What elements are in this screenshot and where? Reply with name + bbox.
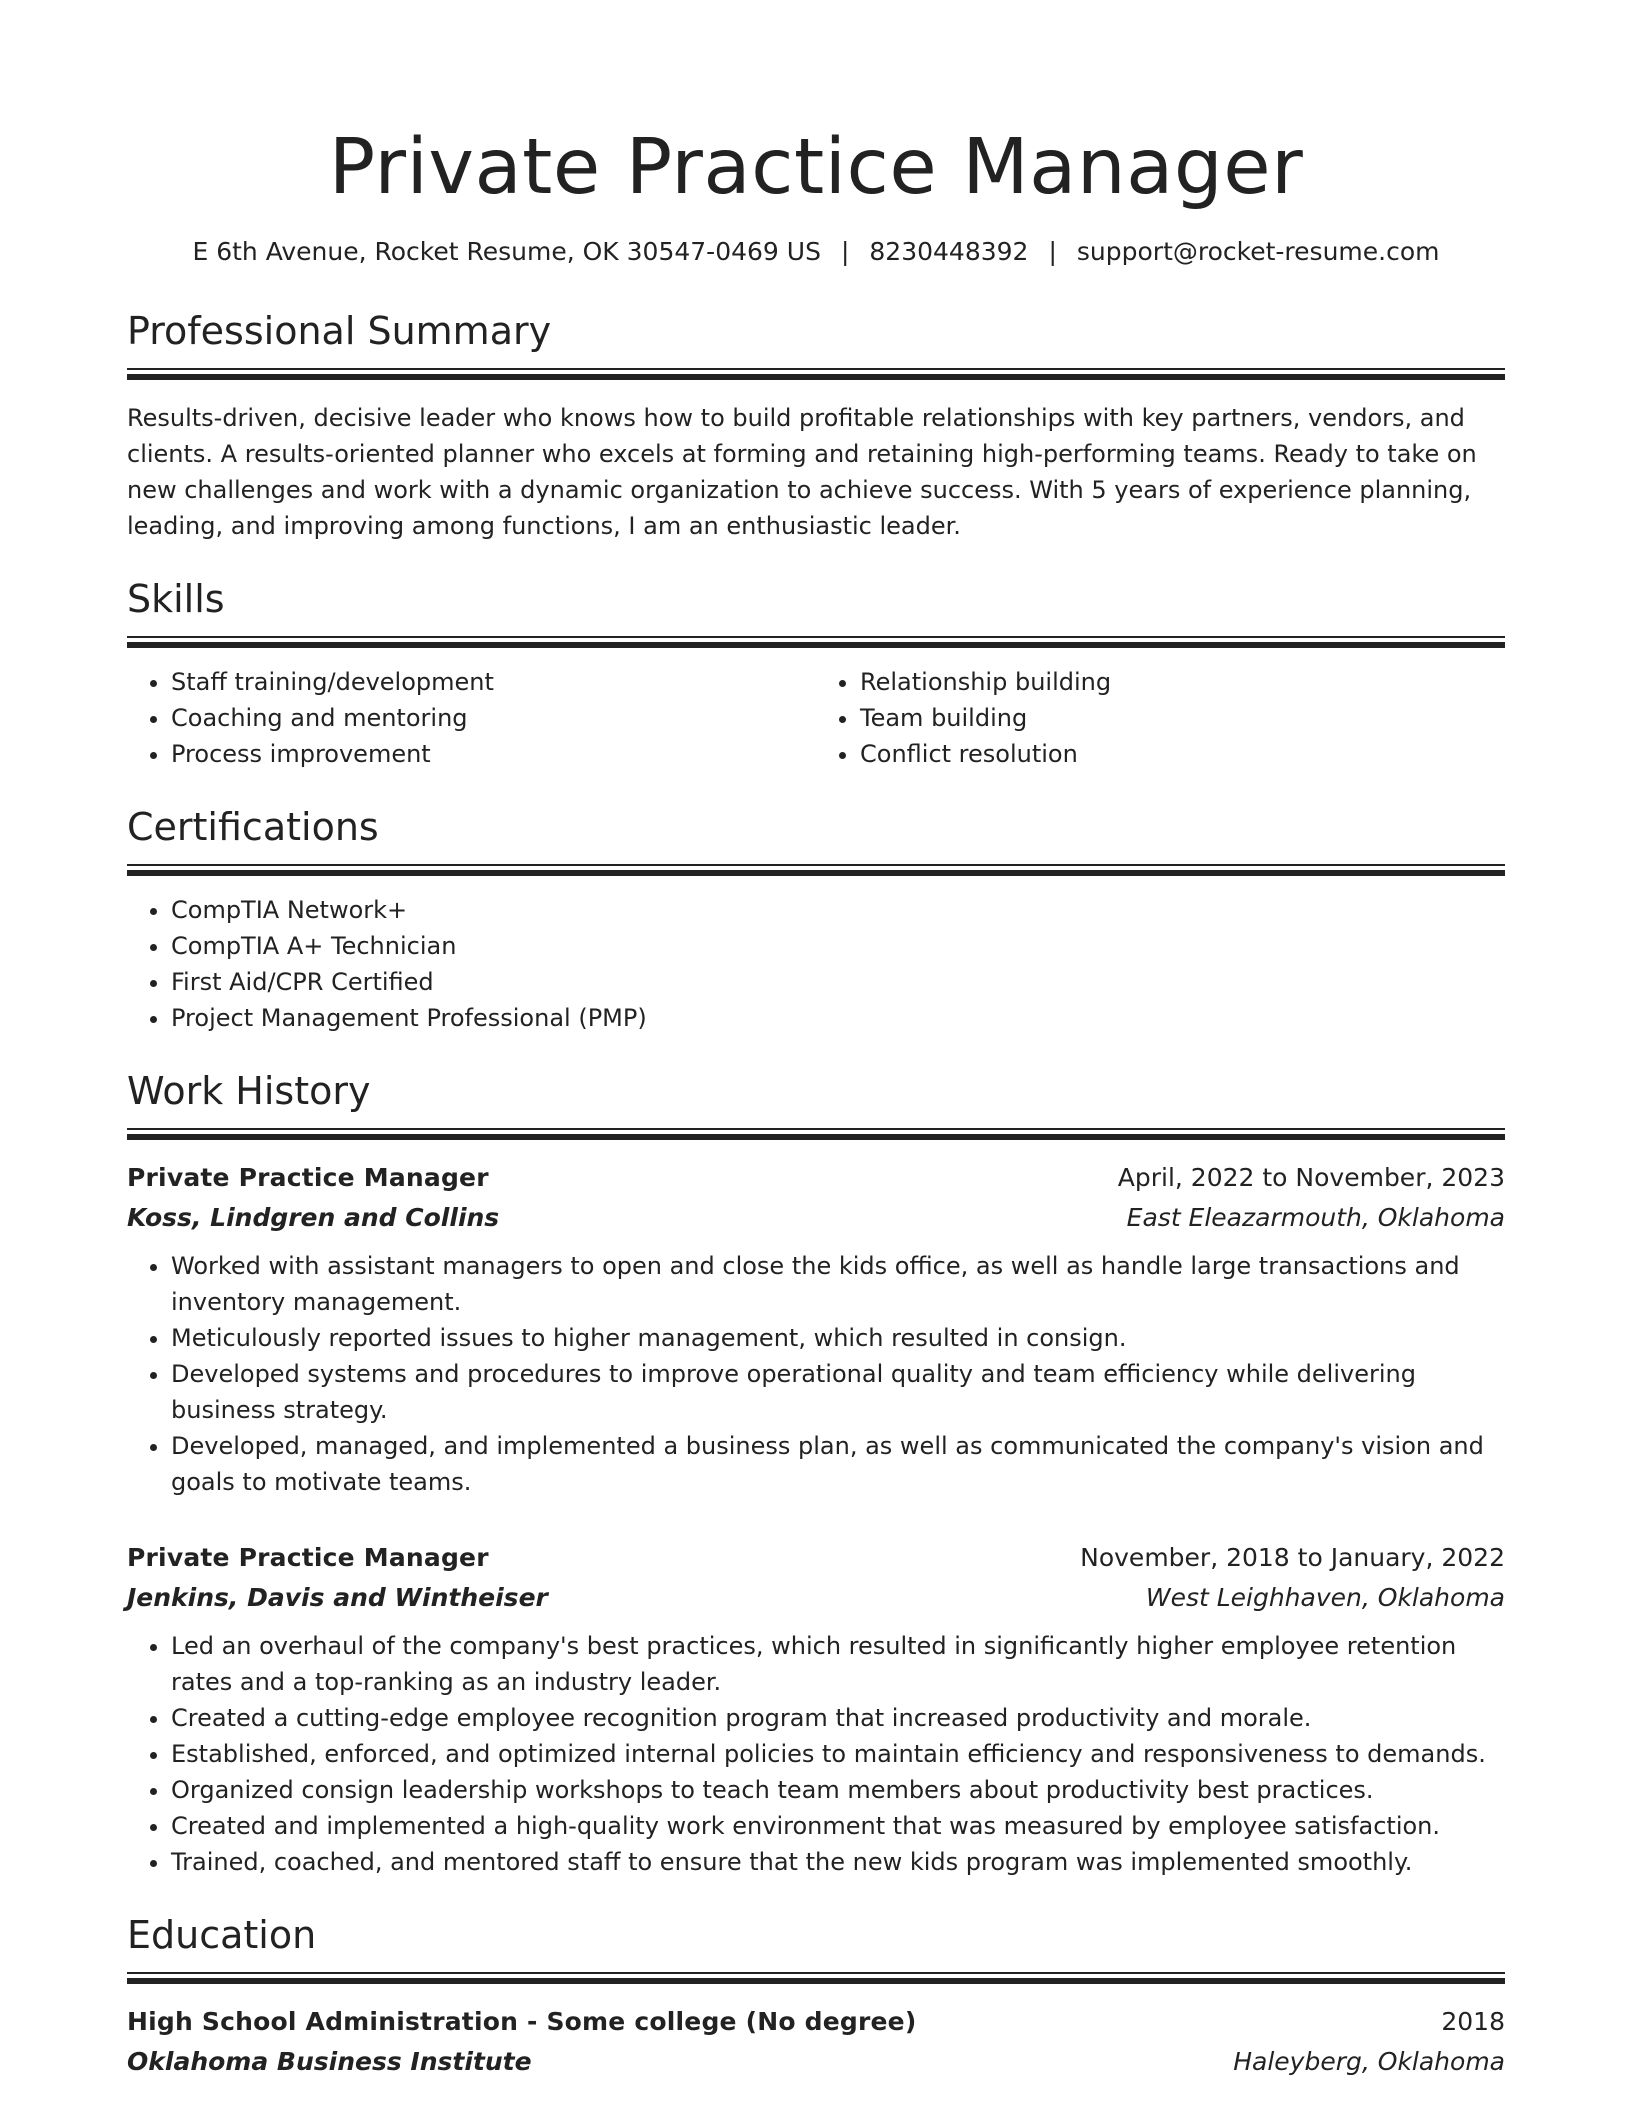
certification-item: • Project Management Professional (PMP) — [171, 1000, 1505, 1036]
contact-line — [127, 234, 1505, 270]
certification-item: • First Aid/CPR Certified — [171, 964, 1505, 1000]
education-entry — [127, 2002, 1505, 2082]
summary-text: Results-driven, decisive leader who knows how to build profitable relationships with key partners, vendors, and clients. A results-oriented planner who excels at forming and retaining high-performing teams. Ready to take on new challenges and work with a dynamic organization to achieve success. With 5 years of experience planning, leading, and improving among functions, I am an enthusiastic leader. — [127, 404, 1477, 540]
job-entry — [127, 1538, 1505, 1880]
skill-item: • Process improvement — [171, 736, 816, 772]
section-title-work-history: Work History — [127, 1069, 371, 1113]
education-degree: High School Administration - Some college (No degree) — [127, 2007, 917, 2036]
job-bullet: • Created and implemented a high-quality work environment that was measured by employee satisfaction. — [171, 1808, 1505, 1844]
skill-item: • Team building — [860, 700, 1505, 736]
job-subheader-row — [127, 1198, 1505, 1238]
skill-item: • Staff training/development — [171, 664, 816, 700]
skill-item: • Coaching and mentoring — [171, 700, 816, 736]
job-bullet: • Developed, managed, and implemented a business plan, as well as communicated the company's vision and goals to motivate teams. — [171, 1428, 1505, 1500]
section-divider — [127, 1128, 1505, 1138]
resume-name: Private Practice Manager — [328, 123, 1304, 212]
job-bullets — [127, 1248, 1505, 1500]
job-entry — [127, 1158, 1505, 1500]
skills-section — [127, 574, 1505, 772]
certifications-section — [127, 802, 1505, 1036]
job-title: Private Practice Manager — [127, 1163, 489, 1192]
job-bullet: • Trained, coached, and mentored staff to ensure that the new kids program was implemented smoothly. — [171, 1844, 1505, 1880]
section-divider — [127, 1972, 1505, 1982]
contact-email: support@rocket-resume.com — [1076, 237, 1440, 266]
section-title-summary: Professional Summary — [127, 309, 552, 353]
education-location: Haleyberg, Oklahoma — [1233, 2047, 1505, 2076]
contact-address: E 6th Avenue, Rocket Resume, OK 30547-0469 US — [192, 237, 821, 266]
education-subheader-row — [127, 2042, 1505, 2082]
certification-item: • CompTIA Network+ — [171, 892, 1505, 928]
skills-list-left — [127, 664, 816, 772]
job-header-row — [127, 1538, 1505, 1578]
contact-separator: | — [840, 237, 850, 266]
section-divider — [127, 368, 1505, 378]
job-header-row — [127, 1158, 1505, 1198]
job-bullet: • Organized consign leadership workshops to teach team members about productivity best practices. — [171, 1772, 1505, 1808]
job-bullet: • Created a cutting-edge employee recognition program that increased productivity and morale. — [171, 1700, 1505, 1736]
section-title-education: Education — [127, 1913, 317, 1957]
education-year: 2018 — [1441, 2007, 1505, 2036]
education-section — [127, 1910, 1505, 2082]
job-bullets — [127, 1628, 1505, 1880]
skills-grid — [127, 664, 1505, 772]
section-title-skills: Skills — [127, 577, 225, 621]
education-header-row — [127, 2002, 1505, 2042]
job-bullet: • Worked with assistant managers to open and close the kids office, as well as handle large transactions and inventory management. — [171, 1248, 1505, 1320]
skill-item: • Conflict resolution — [860, 736, 1505, 772]
education-school: Oklahoma Business Institute — [127, 2047, 532, 2076]
certification-item: • CompTIA A+ Technician — [171, 928, 1505, 964]
skill-item: • Relationship building — [860, 664, 1505, 700]
section-divider — [127, 636, 1505, 646]
job-title: Private Practice Manager — [127, 1543, 489, 1572]
job-company: Koss, Lindgren and Collins — [127, 1203, 500, 1232]
contact-phone: 8230448392 — [869, 237, 1029, 266]
contact-separator: | — [1048, 237, 1057, 266]
skills-list-right — [816, 664, 1505, 772]
certifications-list — [127, 892, 1505, 1036]
job-bullet: • Led an overhaul of the company's best practices, which resulted in significantly higher employee retention rates and a top-ranking as an industry leader. — [171, 1628, 1505, 1700]
job-dates: April, 2022 to November, 2023 — [1117, 1163, 1505, 1192]
section-divider — [127, 864, 1505, 874]
job-location: East Eleazarmouth, Oklahoma — [1126, 1203, 1505, 1232]
job-subheader-row — [127, 1578, 1505, 1618]
job-bullet: • Established, enforced, and optimized internal policies to maintain efficiency and responsiveness to demands. — [171, 1736, 1505, 1772]
summary-section — [127, 306, 1505, 544]
work-history-section — [127, 1066, 1505, 1880]
job-bullet: • Meticulously reported issues to higher management, which resulted in consign. — [171, 1320, 1505, 1356]
job-company: Jenkins, Davis and Wintheiser — [127, 1583, 548, 1612]
job-bullet: • Developed systems and procedures to improve operational quality and team efficiency while delivering business strategy. — [171, 1356, 1505, 1428]
job-location: West Leighhaven, Oklahoma — [1145, 1583, 1505, 1612]
job-dates: November, 2018 to January, 2022 — [1080, 1543, 1505, 1572]
section-title-certifications: Certifications — [127, 805, 379, 849]
